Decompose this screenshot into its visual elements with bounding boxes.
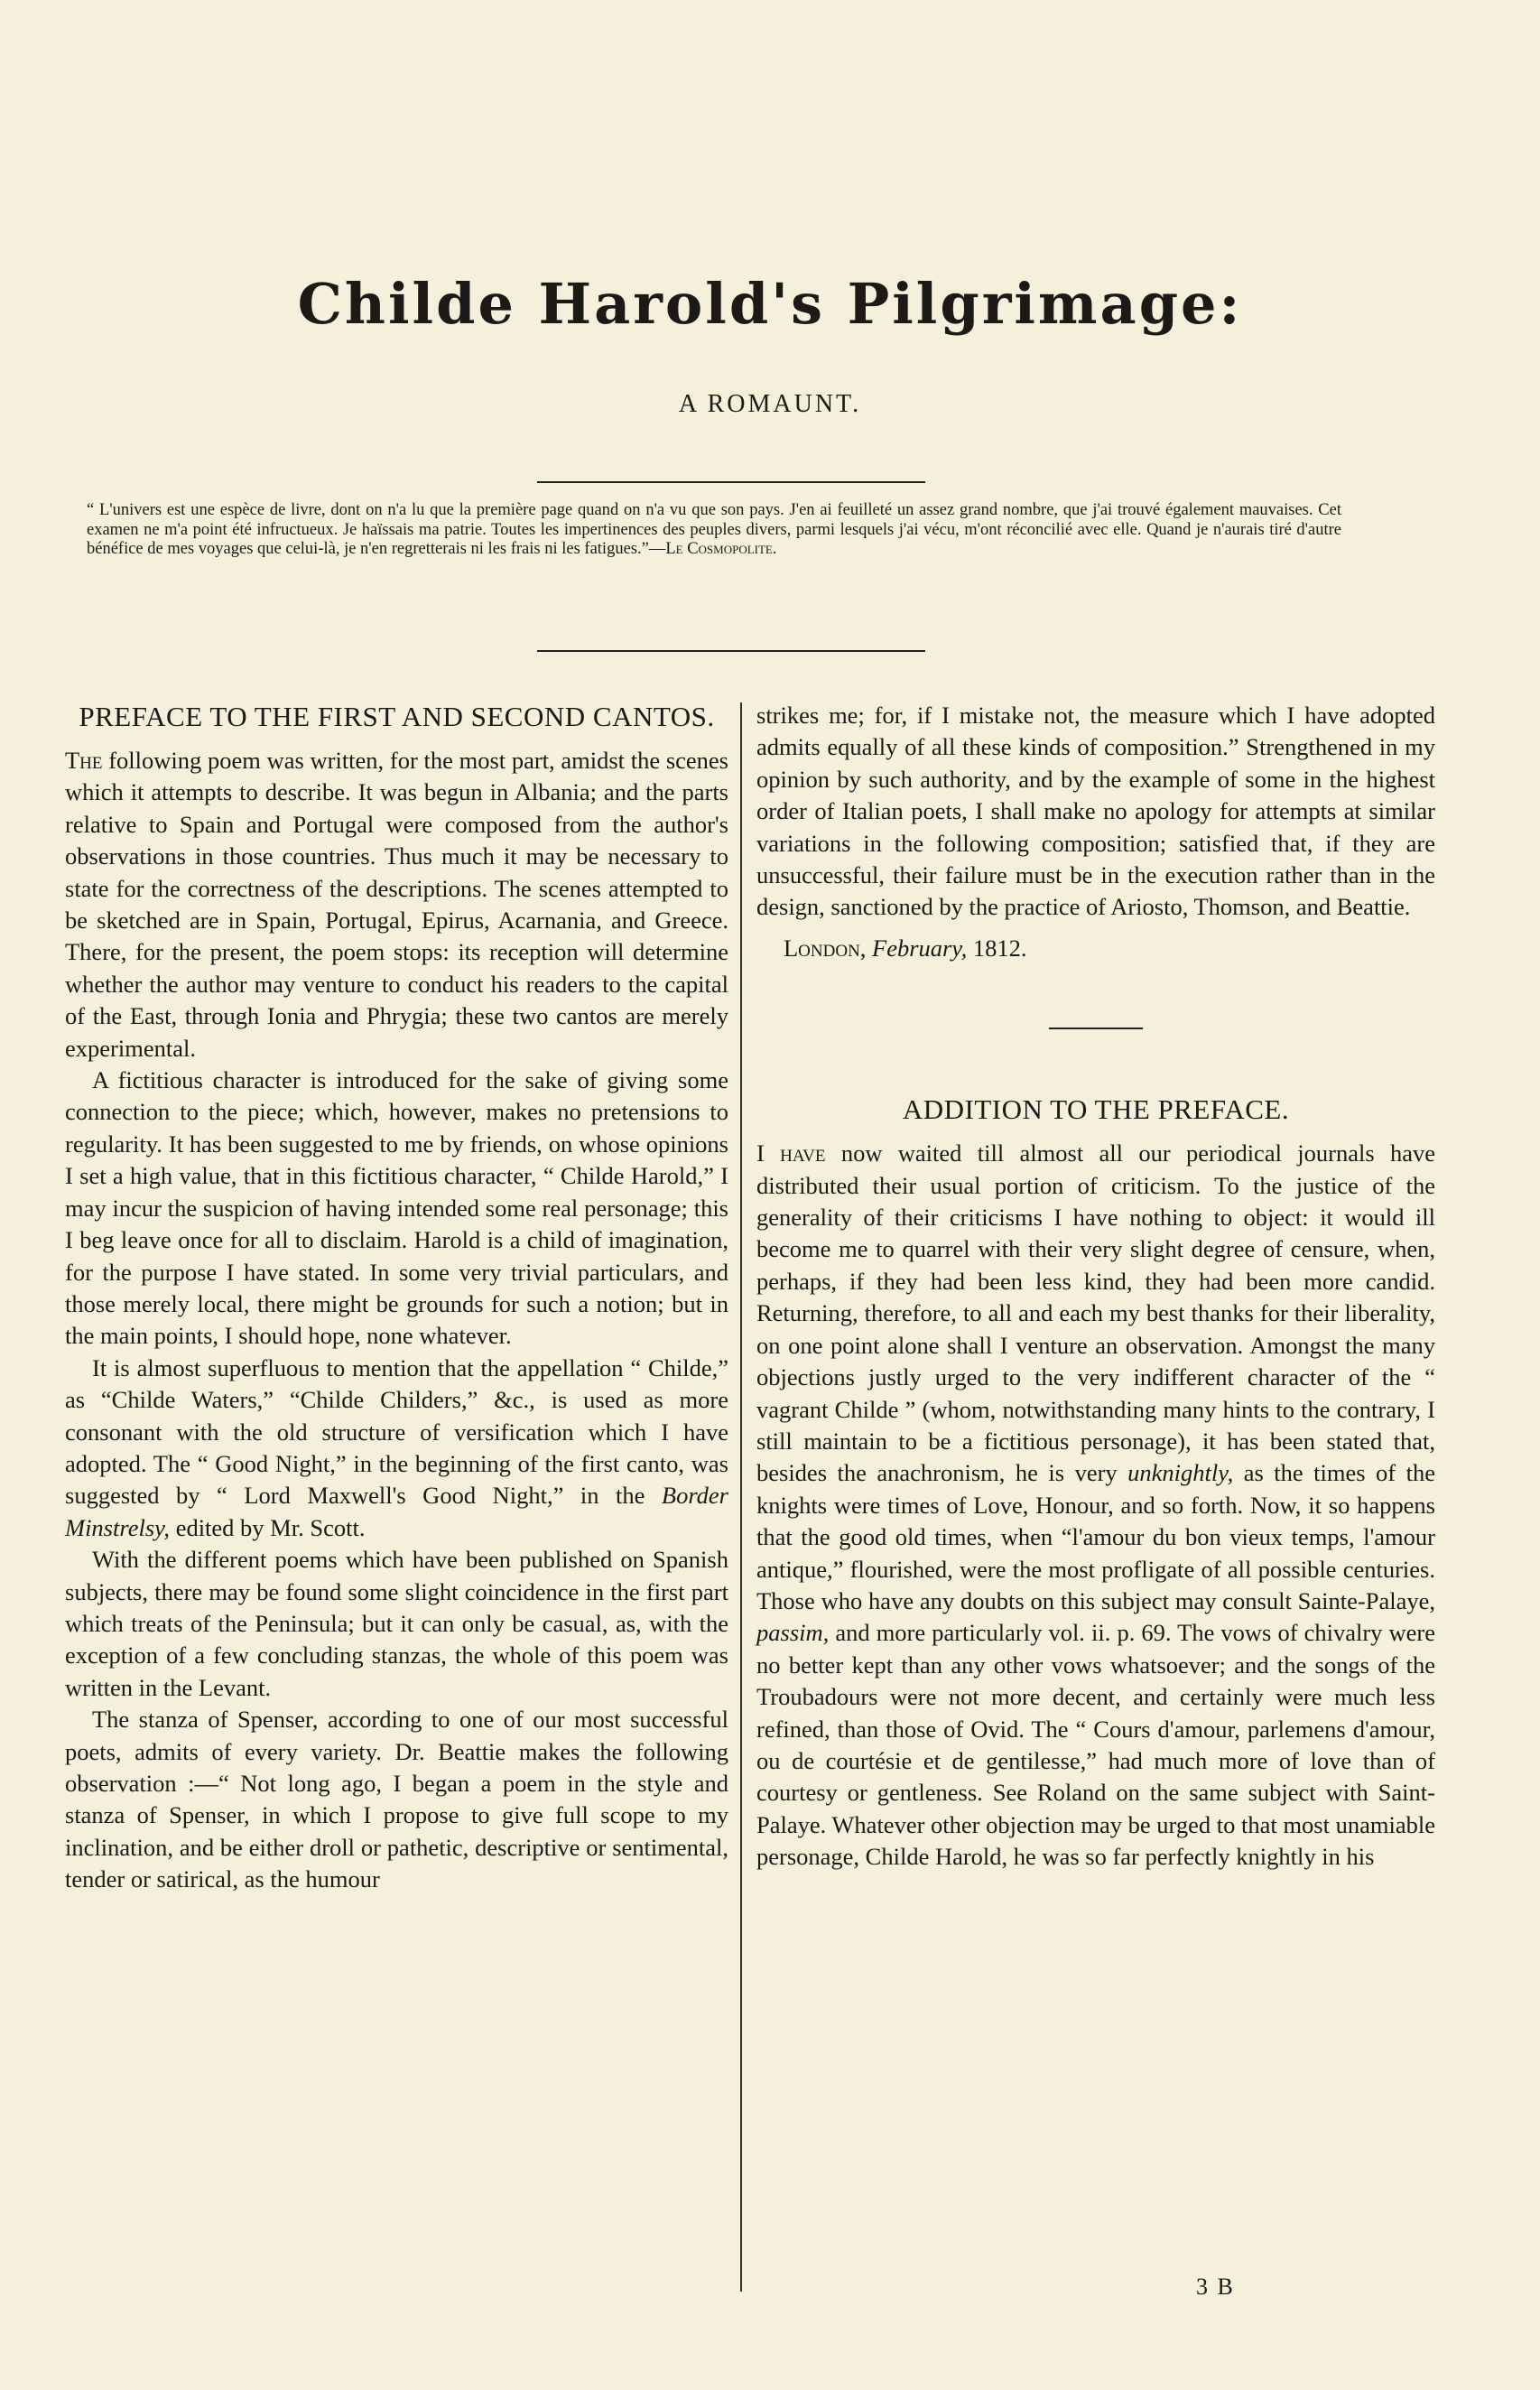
preface-paragraph-4: With the different poems which have been published on Spanish subjects, there may be found some slight coincidence in the first part which treats of the Peninsula; but it can only be casual, as, with the exception of a few concluding stanzas, the whole of this poem was written in the Levant. (65, 1546, 728, 1701)
rule-bottom (537, 650, 925, 652)
poem-title: Childe Harold's Pilgrimage: (297, 271, 1243, 337)
preface-p1-text: following poem was written, for the most part, amidst the scenes which it attempts to describe. It was begun in Albania; and the parts relative to Spain and Portugal were composed from the author's observations in those countries. Thus much it may be necessary to state for the correctness of the descriptions. The scenes attempted to be sketched are in Spain, Portugal, Epirus, Acarnania, and Greece. There, for the present, the poem stops: its reception will determine whether the author may venture to conduct his readers to the capital of the East, through Ionia and Phrygia; these two cantos are merely experimental. (65, 747, 728, 1062)
epigraph-text: “ L'univers est une espèce de livre, dont on n'a lu que la première page quand on n'a vu que son pays. J'en ai feuilleté un assez grand nombre, que j'ai trouvé également mauvaises. Cet examen ne m'a point été infructueux. Je haïssais ma patrie. Toutes les impertinences des peuples divers, parmi lesquels j'ai vécu, m'ont réconcilié avec elle. Quand je n'aurais tiré d'autre bénéfice de mes voyages que celui-là, je n'en regretterais ni les frais ni les fatigues.”— (87, 501, 1341, 558)
preface-lead-word: The (65, 747, 103, 774)
preface-p3-text-a: It is almost superfluous to mention that the appellation “ Childe,” as “Childe Waters,” “Childe Childers,” &c., is used as more consonant with the old structure of versification which I have adopted. The “ Good Night,” in the beginning of the first canto, was suggested by “ Lord Maxwell's Good Night,” in the (65, 1353, 728, 1510)
preface-signoff (756, 933, 1435, 964)
addition-p1-text-b: as the times of the knights were times of Love, Honour, and so forth. Now, it so happens that the good old times, when “l'amour du bon vieux temps, l'amour antique,” flourished, were the most profligate of all possible centuries. Those who have any doubts on this subject may consult Sainte-Palaye, (756, 1459, 1435, 1614)
addition-paragraph-1 (756, 1138, 1435, 1873)
preface-p3-italic: Border Minstrelsy, (65, 1482, 728, 1541)
epigraph-attribution: Le Cosmopolite. (665, 540, 777, 558)
epigraph (87, 501, 1341, 560)
preface-paragraph-5-continued: strikes me; for, if I mistake not, the measure which I have adopted admits equally of all these kinds of composition.” Strengthened in my opinion by such authority, and by the example of some in the highest order of Italian poets, I shall make no apology for attempts at similar variations in the following composition; satisfied that, if they are unsuccessful, their failure must be in the execution rather than in the design, sanctioned by the practice of Ariosto, Thomson, and Beattie. (756, 702, 1435, 921)
preface-p3-text-b: edited by Mr. Scott. (170, 1513, 366, 1541)
preface-column (65, 700, 728, 1896)
section-rule (1049, 1028, 1143, 1029)
preface-paragraph-2: A fictitious character is introduced for the sake of giving some connection to the piece; which, however, makes no pretensions to regularity. It has been suggested to me by friends, on whose opinions I set a high value, that in this fictitious character, “ Childe Harold,” I may incur the suspicion of having intended some real personage; this I beg leave once for all to disclaim. Harold is a child of imagination, for the purpose I have stated. In some very trivial particulars, and those merely local, there might be grounds for such a notion; but in the main points, I should hope, none whatever. (65, 1066, 728, 1350)
addition-column (756, 700, 1435, 1874)
column-divider (740, 702, 742, 2292)
rule-top (537, 481, 925, 483)
addition-heading: ADDITION TO THE PREFACE. (902, 1093, 1290, 1126)
addition-p1-italic-1: unknightly, (1127, 1459, 1234, 1487)
preface-paragraph-1 (65, 745, 728, 1065)
addition-lead-word: I have (756, 1139, 826, 1167)
page-signature: 3 B (1196, 2274, 1235, 2300)
signoff-month: February, (872, 934, 968, 962)
signoff-place: London, (784, 934, 867, 962)
poem-subtitle: A ROMAUNT. (678, 390, 862, 418)
addition-p1-italic-2: passim, (756, 1619, 830, 1647)
addition-p1-text-a: now waited till almost all our periodical journals have distributed their usual portion of criticism. To the justice of the generality of their criticisms I have nothing to object: it would ill become me to quarrel with their very slight degree of censure, when, perhaps, if they had been less kind, they had been more candid. Returning, therefore, to all and each my best thanks for their liberality, on one point alone shall I venture an observation. Amongst the many objections justly urged to the very indifferent character of the “ vagrant Childe ” (whom, notwithstanding many hints to the contrary, I still maintain to be a fictitious personage), it has been stated that, besides the anachronism, he is very (756, 1139, 1435, 1487)
addition-p1-text-c: and more particularly vol. ii. p. 69. The vows of chivalry were no better kept than any other vows whatsoever; and the songs of the Troubadours were not more decent, and certainly were much less refined, than those of Ovid. The “ Cours d'amour, parlemens d'amour, ou de courtésie et de gentilesse,” had much more of love than of courtesy or gentleness. See Roland on the same subject with Saint-Palaye. Whatever other objection may be urged to that most unamiable personage, Childe Harold, he was so far perfectly knightly in his (756, 1619, 1435, 1871)
preface-paragraph-5: The stanza of Spenser, according to one of our most successful poets, admits of every variety. Dr. Beattie makes the following observation :—“ Not long ago, I began a poem in the style and stanza of Spenser, in which I propose to give full scope to my inclination, and be either droll or pathetic, descriptive or sentimental, tender or satirical, as the humour (65, 1706, 728, 1893)
signoff-year: 1812. (972, 934, 1027, 962)
preface-paragraph-3 (65, 1353, 728, 1544)
preface-heading: PREFACE TO THE FIRST AND SECOND CANTOS. (79, 701, 715, 732)
